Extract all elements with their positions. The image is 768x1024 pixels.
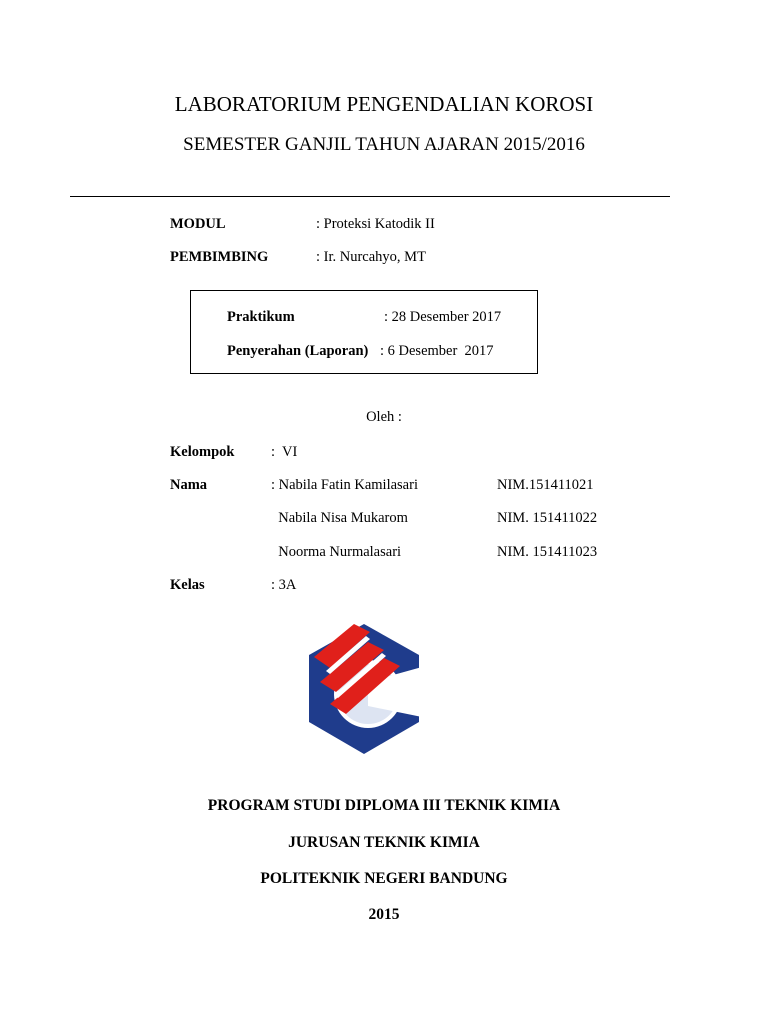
member-name: : Nabila Fatin Kamilasari bbox=[271, 477, 418, 493]
footer-jurusan: JURUSAN TEKNIK KIMIA bbox=[288, 834, 480, 851]
praktikum-value: : 28 Desember 2017 bbox=[384, 309, 502, 325]
praktikum-label: Praktikum bbox=[227, 309, 295, 325]
footer-politeknik: POLITEKNIK NEGERI BANDUNG bbox=[260, 870, 508, 887]
penyerahan-label: Penyerahan (Laporan) bbox=[227, 343, 369, 359]
footer-program-studi: PROGRAM STUDI DIPLOMA III TEKNIK KIMIA bbox=[207, 797, 561, 814]
polban-logo-icon bbox=[306, 622, 422, 756]
page-title: LABORATORIUM PENGENDALIAN KOROSI bbox=[174, 92, 594, 116]
horizontal-divider bbox=[70, 196, 670, 197]
member-nim: NIM. 151411023 bbox=[497, 544, 598, 560]
member-name: Noorma Nurmalasari bbox=[271, 544, 402, 560]
penyerahan-value: : 6 Desember 2017 bbox=[380, 343, 494, 359]
member-name: Nabila Nisa Mukarom bbox=[271, 510, 408, 526]
kelas-label: Kelas bbox=[170, 577, 205, 593]
pembimbing-label: PEMBIMBING bbox=[170, 249, 269, 265]
member-nim: NIM.151411021 bbox=[497, 477, 594, 493]
modul-value: : Proteksi Katodik II bbox=[316, 216, 435, 232]
kelas-value: : 3A bbox=[271, 577, 297, 593]
oleh-label: Oleh : bbox=[366, 409, 402, 425]
modul-label: MODUL bbox=[170, 216, 226, 232]
page-subtitle: SEMESTER GANJIL TAHUN AJARAN 2015/2016 bbox=[183, 134, 585, 155]
pembimbing-value: : Ir. Nurcahyo, MT bbox=[316, 249, 426, 265]
nama-label: Nama bbox=[170, 477, 208, 493]
member-nim: NIM. 151411022 bbox=[497, 510, 598, 526]
footer-year: 2015 bbox=[368, 906, 400, 923]
kelompok-value: : VI bbox=[271, 444, 298, 460]
date-box bbox=[190, 290, 538, 374]
kelompok-label: Kelompok bbox=[170, 444, 235, 460]
